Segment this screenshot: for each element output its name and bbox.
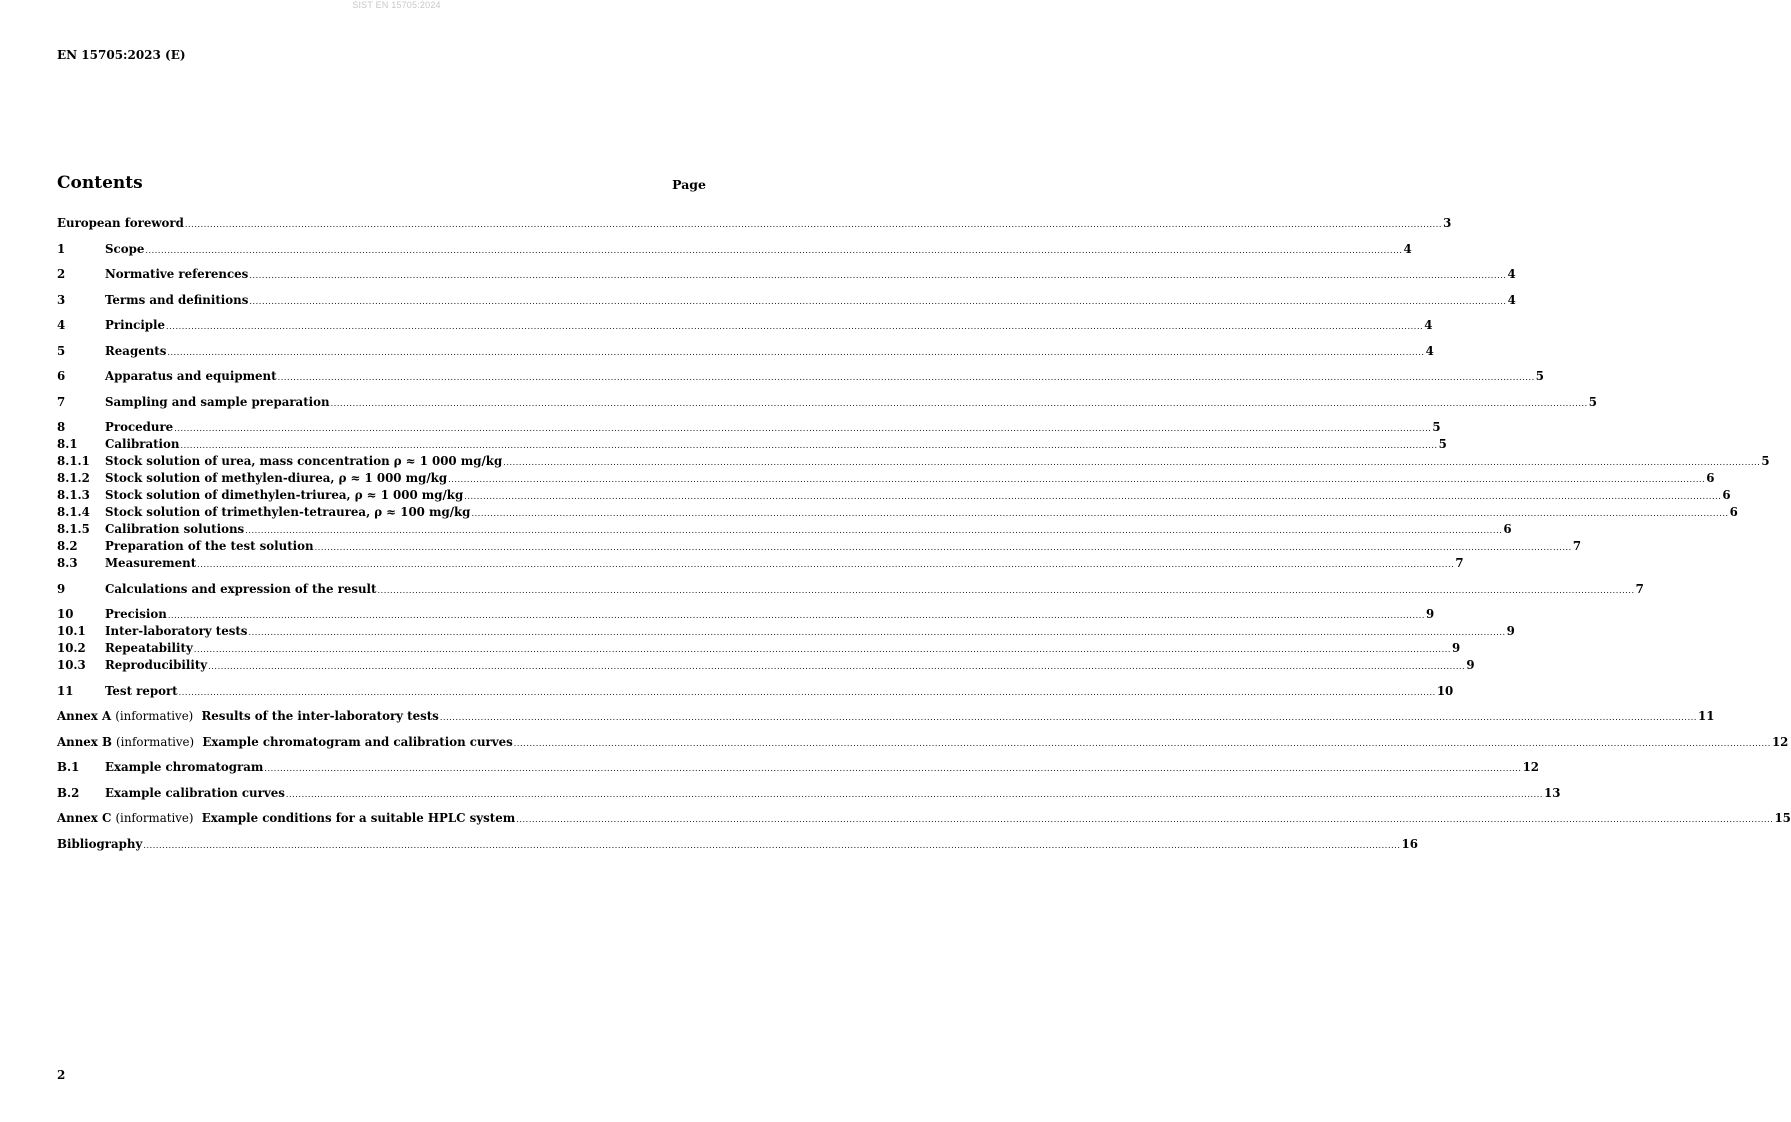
toc-entry-number: 8.1.3 [57, 488, 90, 502]
dot-leader: ................................................................................................................................................................................................................................................................................................................................................................................................................ [464, 492, 1722, 501]
toc-entry-page: 6 [1722, 488, 1731, 502]
toc-entry-title: Stock solution of urea, mass concentration ρ ≈ 1 000 mg/kg [105, 454, 503, 468]
toc-entry-title: Stock solution of dimethylen-triurea, ρ ≈ 1 000 mg/kg [105, 488, 464, 502]
toc-entry[interactable] [57, 394, 1597, 411]
toc-entry-page: 15 [1774, 811, 1791, 825]
toc-entry-page: 10 [1436, 683, 1454, 698]
toc-entry-number: 8.1.5 [57, 522, 90, 536]
toc-entry-title: Reagents [105, 343, 167, 358]
toc-entry-title: Scope [105, 241, 145, 256]
dot-leader: ................................................................................................................................................................................................................................................................................................................................................................................................................ [208, 662, 1466, 671]
dot-leader: ................................................................................................................................................................................................................................................................................................................................................................................................................ [184, 220, 1443, 229]
toc-entry-number: 5 [57, 343, 66, 358]
toc-entry-title: European foreword [57, 216, 184, 230]
dot-leader: ................................................................................................................................................................................................................................................................................................................................................................................................................ [516, 815, 1774, 824]
toc-entry-page: 5 [1432, 420, 1441, 434]
dot-leader: ................................................................................................................................................................................................................................................................................................................................................................................................................ [330, 398, 1588, 408]
toc-entry-title: Sampling and sample preparation [105, 394, 330, 409]
toc-entry-page: 6 [1503, 522, 1512, 536]
toc-entry-title: Inter-laboratory tests [105, 624, 248, 638]
toc-entry-title: Stock solution of trimethylen-tetraurea, ρ ≈ 100 mg/kg [105, 505, 471, 519]
toc-entry[interactable] [57, 521, 1512, 538]
dot-leader: ................................................................................................................................................................................................................................................................................................................................................................................................................ [143, 840, 1401, 850]
toc-entry[interactable] [57, 343, 1434, 360]
dot-leader: ................................................................................................................................................................................................................................................................................................................................................................................................................ [471, 509, 1729, 518]
toc-entry-number: 11 [57, 683, 74, 698]
toc-entry[interactable] [57, 453, 1770, 470]
toc-entry-page: 5 [1535, 369, 1544, 383]
toc-entry[interactable] [57, 836, 1418, 853]
toc-entry-number: 8.1.1 [57, 454, 90, 468]
toc-entry-number: 8.1.2 [57, 471, 90, 485]
dot-leader: ................................................................................................................................................................................................................................................................................................................................................................................................................ [285, 789, 1544, 799]
toc-entry[interactable] [57, 683, 1454, 700]
toc-entry-page: 12 [1771, 734, 1789, 749]
toc-entry[interactable] [57, 640, 1461, 657]
toc-entry-page: 6 [1729, 505, 1738, 519]
toc-entry-title [57, 708, 439, 725]
annex-title: Example chromatogram and calibration curves [202, 734, 513, 749]
toc-entry[interactable] [57, 785, 1561, 802]
toc-entry-number: 4 [57, 318, 66, 332]
toc-entry-number: 6 [57, 369, 66, 383]
toc-entry-title: Principle [105, 318, 166, 332]
dot-leader: ................................................................................................................................................................................................................................................................................................................................................................................................................ [178, 687, 1436, 697]
annex-label: Annex A [57, 709, 112, 723]
toc-entry-page: 16 [1401, 836, 1418, 851]
toc-entry-number: 8.2 [57, 539, 78, 553]
toc-entry-number: 3 [57, 292, 66, 307]
toc-entry-number: B.1 [57, 760, 80, 774]
toc-entry-number: B.2 [57, 785, 80, 800]
toc-entry[interactable] [57, 368, 1544, 385]
dot-leader: ................................................................................................................................................................................................................................................................................................................................................................................................................ [439, 713, 1697, 722]
dot-leader: ................................................................................................................................................................................................................................................................................................................................................................................................................ [264, 764, 1522, 773]
toc-entry[interactable] [57, 436, 1447, 453]
toc-entry-page: 9 [1466, 658, 1475, 672]
annex-informative-tag: (informative) [115, 811, 194, 825]
toc-entry[interactable] [57, 266, 1516, 283]
toc-entry-title: Normative references [105, 267, 249, 281]
toc-entry-page: 4 [1507, 292, 1516, 307]
dot-leader: ................................................................................................................................................................................................................................................................................................................................................................................................................ [167, 347, 1425, 357]
toc-entry-title [57, 734, 513, 751]
toc-entry-number: 8 [57, 420, 66, 434]
toc-entry-page: 3 [1443, 216, 1452, 230]
toc-entry-page: 5 [1588, 394, 1597, 409]
toc-entry-number: 1 [57, 241, 66, 256]
toc-entry[interactable] [57, 657, 1475, 674]
toc-entry-title: Measurement [105, 556, 197, 570]
dot-leader: ................................................................................................................................................................................................................................................................................................................................................................................................................ [174, 424, 1432, 433]
dot-leader: ................................................................................................................................................................................................................................................................................................................................................................................................................ [193, 645, 1451, 654]
toc-entry[interactable] [57, 581, 1644, 598]
toc-entry-number: 10.2 [57, 641, 86, 655]
toc-entry-number: 7 [57, 394, 66, 409]
dot-leader: ................................................................................................................................................................................................................................................................................................................................................................................................................ [245, 526, 1503, 535]
toc-entry-number: 8.1.4 [57, 505, 90, 519]
toc-entry[interactable] [57, 317, 1433, 334]
toc-entry-page: 5 [1438, 437, 1447, 451]
toc-entry-page: 12 [1522, 760, 1539, 774]
toc-entry-title: Test report [105, 683, 178, 698]
toc-entry-page: 7 [1455, 556, 1464, 570]
toc-entry[interactable] [57, 606, 1435, 623]
toc-entry-number: 2 [57, 267, 66, 281]
table-of-contents [57, 215, 1791, 853]
toc-entry-number: 8.1 [57, 437, 78, 451]
dot-leader: ................................................................................................................................................................................................................................................................................................................................................................................................................ [314, 543, 1572, 552]
toc-entry-title: Reproducibility [105, 658, 208, 672]
toc-entry[interactable] [57, 215, 1452, 232]
toc-entry-title: Preparation of the test solution [105, 539, 314, 553]
toc-entry-title: Procedure [105, 420, 174, 434]
toc-entry-title: Calibration solutions [105, 522, 245, 536]
toc-entry-title: Apparatus and equipment [105, 369, 277, 383]
toc-entry[interactable] [57, 759, 1539, 776]
toc-entry-page: 6 [1706, 471, 1715, 485]
dot-leader: ................................................................................................................................................................................................................................................................................................................................................................................................................ [513, 738, 1771, 748]
toc-entry-title: Example calibration curves [105, 785, 285, 800]
toc-entry-page: 7 [1572, 539, 1582, 553]
toc-entry-page: 13 [1544, 785, 1561, 800]
toc-entry[interactable] [57, 470, 1715, 487]
page-number: 2 [57, 1068, 66, 1082]
toc-entry[interactable] [57, 538, 1582, 555]
dot-leader: ................................................................................................................................................................................................................................................................................................................................................................................................................ [277, 373, 1535, 382]
toc-entry[interactable] [57, 487, 1731, 504]
dot-leader: ................................................................................................................................................................................................................................................................................................................................................................................................................ [448, 475, 1706, 484]
dot-leader: ................................................................................................................................................................................................................................................................................................................................................................................................................ [377, 585, 1635, 595]
toc-entry-title: Stock solution of methylen-diurea, ρ ≈ 1 000 mg/kg [105, 471, 448, 485]
dot-leader: ................................................................................................................................................................................................................................................................................................................................................................................................................ [166, 322, 1424, 331]
dot-leader: ................................................................................................................................................................................................................................................................................................................................................................................................................ [197, 560, 1455, 569]
toc-entry-page: 11 [1698, 709, 1715, 723]
toc-entry-number: 10.1 [57, 624, 86, 638]
toc-entry-title: Calibration [105, 437, 180, 451]
dot-leader: ................................................................................................................................................................................................................................................................................................................................................................................................................ [248, 628, 1506, 637]
toc-entry-number: 10 [57, 607, 74, 621]
toc-entry-title: Example chromatogram [105, 760, 264, 774]
dot-leader: ................................................................................................................................................................................................................................................................................................................................................................................................................ [503, 458, 1761, 467]
toc-entry[interactable] [57, 504, 1738, 521]
toc-annex-entry[interactable] [57, 810, 1791, 827]
annex-label: Annex B [57, 734, 112, 749]
toc-entry-page: 7 [1635, 581, 1644, 596]
toc-entry[interactable] [57, 292, 1516, 309]
toc-entry[interactable] [57, 419, 1441, 436]
toc-entry-title: Bibliography [57, 836, 143, 851]
toc-entry-page: 4 [1425, 343, 1434, 358]
page-column-label: Page [672, 177, 706, 192]
toc-entry-page: 5 [1761, 454, 1770, 468]
annex-title: Example conditions for a suitable HPLC system [201, 811, 516, 825]
toc-entry-page: 9 [1426, 607, 1435, 621]
toc-entry-page: 4 [1424, 318, 1433, 332]
toc-annex-entry[interactable] [57, 708, 1715, 725]
annex-label: Annex C [57, 811, 112, 825]
dot-leader: ................................................................................................................................................................................................................................................................................................................................................................................................................ [180, 441, 1438, 450]
toc-entry[interactable] [57, 623, 1515, 640]
watermark: SIST EN 15705:2024 [352, 0, 441, 10]
toc-entry-title: Terms and definitions [105, 292, 249, 307]
annex-informative-tag: (informative) [116, 734, 195, 749]
annex-informative-tag: (informative) [115, 709, 194, 723]
toc-annex-entry[interactable] [57, 734, 1789, 751]
toc-entry-number: 10.3 [57, 658, 86, 672]
document-id: EN 15705:2023 (E) [57, 48, 186, 62]
toc-entry[interactable] [57, 555, 1464, 572]
toc-entry-number: 8.3 [57, 556, 78, 570]
toc-entry-page: 9 [1452, 641, 1461, 655]
dot-leader: ................................................................................................................................................................................................................................................................................................................................................................................................................ [249, 296, 1507, 306]
toc-entry-title [57, 810, 515, 827]
toc-entry-page: 4 [1507, 267, 1516, 281]
toc-entry-title: Calculations and expression of the result [105, 581, 377, 596]
dot-leader: ................................................................................................................................................................................................................................................................................................................................................................................................................ [145, 245, 1403, 255]
toc-entry-number: 9 [57, 581, 66, 596]
contents-title: Contents [57, 173, 143, 193]
toc-entry-page: 9 [1506, 624, 1515, 638]
annex-title: Results of the inter-laboratory tests [201, 709, 439, 723]
toc-entry-title: Repeatability [105, 641, 193, 655]
dot-leader: ................................................................................................................................................................................................................................................................................................................................................................................................................ [167, 611, 1426, 620]
toc-entry-page: 4 [1403, 241, 1412, 256]
toc-entry[interactable] [57, 241, 1412, 258]
dot-leader: ................................................................................................................................................................................................................................................................................................................................................................................................................ [249, 271, 1507, 280]
toc-entry-title: Precision [105, 607, 167, 621]
